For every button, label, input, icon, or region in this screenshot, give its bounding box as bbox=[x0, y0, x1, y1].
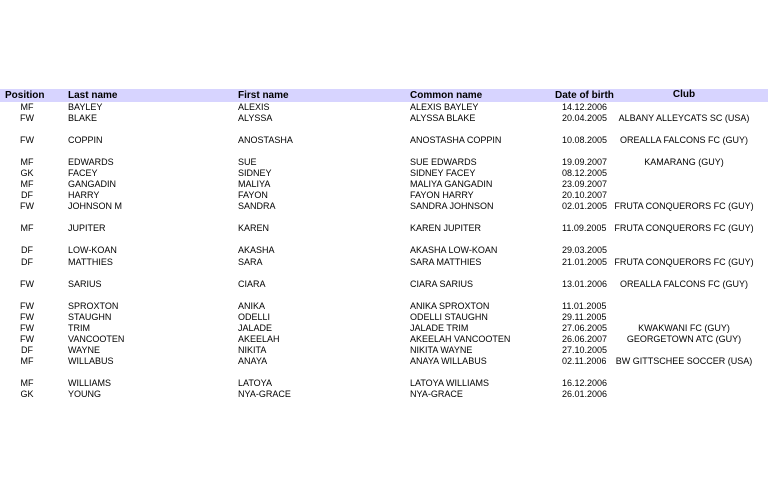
cell-position: MF bbox=[20, 179, 34, 190]
header-first-name: First name bbox=[238, 90, 289, 101]
table-row bbox=[0, 113, 768, 135]
cell-last-name: VANCOOTEN bbox=[68, 333, 125, 344]
cell-common-name: NIKITA WAYNE bbox=[410, 344, 473, 355]
header-club: Club bbox=[672, 89, 696, 100]
cell-first-name: SANDRA bbox=[238, 201, 276, 212]
cell-date-of-birth: 02.11.2006 bbox=[562, 356, 607, 367]
cell-date-of-birth: 29.03.2005 bbox=[562, 245, 608, 256]
table-row bbox=[0, 334, 768, 345]
cell-last-name: JUPITER bbox=[68, 223, 106, 234]
cell-date-of-birth: 02.01.2005 bbox=[562, 201, 608, 212]
cell-last-name: WAYNE bbox=[68, 344, 101, 355]
cell-common-name: SIDNEY FACEY bbox=[410, 168, 476, 179]
cell-date-of-birth: 13.01.2006 bbox=[562, 278, 608, 289]
cell-first-name: ALEXIS bbox=[238, 102, 270, 112]
cell-last-name: YOUNG bbox=[68, 389, 102, 400]
cell-date-of-birth: 16.12.2006 bbox=[562, 378, 608, 389]
cell-last-name: GANGADIN bbox=[68, 179, 117, 190]
cell-first-name: ALYSSA bbox=[238, 113, 273, 124]
cell-common-name: ALEXIS BAYLEY bbox=[410, 102, 479, 112]
cell-common-name: KAREN JUPITER bbox=[410, 223, 482, 234]
cell-last-name: STAUGHN bbox=[68, 311, 112, 322]
cell-last-name: SPROXTON bbox=[68, 300, 119, 311]
cell-first-name: NYA-GRACE bbox=[238, 389, 291, 400]
cell-position: DF bbox=[21, 190, 33, 201]
cell-first-name: SIDNEY bbox=[238, 168, 272, 179]
cell-first-name: SUE bbox=[238, 157, 257, 168]
cell-first-name: JALADE bbox=[238, 322, 273, 333]
cell-first-name: KAREN bbox=[238, 223, 270, 234]
cell-last-name: EDWARDS bbox=[68, 157, 114, 168]
cell-position: GK bbox=[20, 168, 34, 179]
header-last-name: Last name bbox=[68, 90, 118, 101]
cell-first-name: ODELLI bbox=[238, 311, 271, 322]
cell-position: DF bbox=[21, 344, 33, 355]
cell-common-name: NYA-GRACE bbox=[410, 389, 463, 400]
cell-position: MF bbox=[20, 102, 34, 112]
cell-date-of-birth: 26.01.2006 bbox=[562, 389, 608, 400]
cell-last-name: HARRY bbox=[68, 190, 100, 201]
cell-last-name: JOHNSON M bbox=[68, 201, 122, 212]
table-row bbox=[0, 378, 768, 389]
cell-common-name: MALIYA GANGADIN bbox=[410, 179, 493, 190]
table-row bbox=[0, 245, 768, 256]
cell-club: FRUTA CONQUERORS FC (GUY) bbox=[614, 223, 754, 234]
table-header bbox=[0, 89, 768, 102]
cell-club: ALBANY ALLEYCATS SC (USA) bbox=[618, 113, 750, 124]
cell-common-name: ANOSTASHA COPPIN bbox=[410, 135, 502, 146]
header-position: Position bbox=[5, 90, 45, 101]
cell-first-name: CIARA bbox=[238, 278, 266, 289]
cell-first-name: ANOSTASHA bbox=[238, 135, 293, 146]
cell-first-name: MALIYA bbox=[238, 179, 271, 190]
table-row bbox=[0, 257, 768, 279]
cell-common-name: ALYSSA BLAKE bbox=[410, 113, 476, 124]
cell-last-name: SARIUS bbox=[68, 278, 102, 289]
table-body bbox=[0, 102, 768, 400]
cell-common-name: ODELLI STAUGHN bbox=[410, 311, 488, 322]
cell-date-of-birth: 23.09.2007 bbox=[562, 179, 608, 190]
cell-date-of-birth: 14.12.2006 bbox=[562, 102, 608, 112]
cell-common-name: JALADE TRIM bbox=[410, 322, 469, 333]
cell-date-of-birth: 21.01.2005 bbox=[562, 256, 608, 267]
table-row bbox=[0, 301, 768, 312]
cell-common-name: SARA MATTHIES bbox=[410, 256, 482, 267]
table-row bbox=[0, 323, 768, 334]
cell-common-name: LATOYA WILLIAMS bbox=[410, 378, 490, 389]
cell-position: MF bbox=[20, 157, 34, 168]
cell-last-name: MATTHIES bbox=[68, 256, 113, 267]
cell-position: GK bbox=[20, 389, 34, 400]
cell-club: KWAKWANI FC (GUY) bbox=[638, 322, 730, 333]
cell-date-of-birth: 26.06.2007 bbox=[562, 333, 608, 344]
cell-first-name: AKASHA bbox=[238, 245, 275, 256]
cell-first-name: ANAYA bbox=[238, 356, 268, 367]
cell-date-of-birth: 29.11.2005 bbox=[562, 311, 607, 322]
cell-date-of-birth: 19.09.2007 bbox=[562, 157, 608, 168]
cell-position: DF bbox=[21, 245, 33, 256]
cell-date-of-birth: 11.09.2005 bbox=[562, 223, 607, 234]
table-row bbox=[0, 135, 768, 157]
cell-club: FRUTA CONQUERORS FC (GUY) bbox=[614, 256, 754, 267]
cell-position: FW bbox=[20, 135, 34, 146]
cell-position: FW bbox=[20, 278, 34, 289]
cell-common-name: AKEELAH VANCOOTEN bbox=[410, 333, 511, 344]
cell-first-name: ANIKA bbox=[238, 300, 266, 311]
cell-common-name: FAYON HARRY bbox=[410, 190, 474, 201]
cell-last-name: LOW-KOAN bbox=[68, 245, 117, 256]
cell-date-of-birth: 10.08.2005 bbox=[562, 135, 608, 146]
cell-last-name: WILLIAMS bbox=[68, 378, 112, 389]
cell-last-name: FACEY bbox=[68, 168, 98, 179]
table-row bbox=[0, 356, 768, 378]
cell-first-name: FAYON bbox=[238, 190, 268, 201]
cell-position: FW bbox=[20, 333, 34, 344]
cell-position: FW bbox=[20, 113, 34, 124]
header-date-of-birth: Date of birth bbox=[555, 90, 614, 101]
cell-position: FW bbox=[20, 201, 34, 212]
table-row bbox=[0, 157, 768, 168]
cell-first-name: NIKITA bbox=[238, 344, 267, 355]
cell-common-name: CIARA SARIUS bbox=[410, 278, 474, 289]
cell-club: OREALLA FALCONS FC (GUY) bbox=[619, 278, 749, 289]
cell-common-name: SUE EDWARDS bbox=[410, 157, 477, 168]
cell-date-of-birth: 20.10.2007 bbox=[562, 190, 608, 201]
cell-club: OREALLA FALCONS FC (GUY) bbox=[619, 135, 749, 146]
table-row bbox=[0, 279, 768, 301]
cell-position: FW bbox=[20, 322, 34, 333]
cell-last-name: COPPIN bbox=[68, 135, 103, 146]
table-row bbox=[0, 312, 768, 323]
cell-first-name: LATOYA bbox=[238, 378, 273, 389]
cell-position: FW bbox=[20, 311, 34, 322]
cell-club: BW GITTSCHEE SOCCER (USA) bbox=[615, 356, 753, 367]
header-common-name: Common name bbox=[410, 90, 483, 101]
cell-club: FRUTA CONQUERORS FC (GUY) bbox=[614, 201, 754, 212]
cell-date-of-birth: 08.12.2005 bbox=[562, 168, 608, 179]
cell-common-name: ANIKA SPROXTON bbox=[410, 300, 490, 311]
cell-date-of-birth: 20.04.2005 bbox=[562, 113, 608, 124]
table-row bbox=[0, 102, 768, 113]
cell-common-name: AKASHA LOW-KOAN bbox=[410, 245, 498, 256]
cell-first-name: AKEELAH bbox=[238, 333, 280, 344]
table-row bbox=[0, 345, 768, 356]
cell-last-name: BLAKE bbox=[68, 113, 98, 124]
cell-date-of-birth: 11.01.2005 bbox=[562, 300, 607, 311]
cell-position: MF bbox=[20, 378, 34, 389]
cell-last-name: BAYLEY bbox=[68, 102, 103, 112]
cell-position: FW bbox=[20, 300, 34, 311]
cell-club: KAMARANG (GUY) bbox=[644, 157, 724, 168]
table-row bbox=[0, 179, 768, 190]
cell-common-name: ANAYA WILLABUS bbox=[410, 356, 487, 367]
cell-last-name: WILLABUS bbox=[68, 356, 114, 367]
table-row bbox=[0, 168, 768, 179]
cell-position: DF bbox=[21, 256, 33, 267]
cell-position: MF bbox=[20, 356, 34, 367]
cell-position: MF bbox=[20, 223, 34, 234]
table-row bbox=[0, 223, 768, 245]
cell-first-name: SARA bbox=[238, 256, 263, 267]
cell-date-of-birth: 27.06.2005 bbox=[562, 322, 608, 333]
cell-common-name: SANDRA JOHNSON bbox=[410, 201, 494, 212]
table-row bbox=[0, 201, 768, 223]
roster-table bbox=[0, 89, 768, 400]
cell-club: GEORGETOWN ATC (GUY) bbox=[626, 333, 742, 344]
cell-date-of-birth: 27.10.2005 bbox=[562, 344, 608, 355]
table-row bbox=[0, 389, 768, 400]
table-row bbox=[0, 190, 768, 201]
cell-last-name: TRIM bbox=[68, 322, 90, 333]
